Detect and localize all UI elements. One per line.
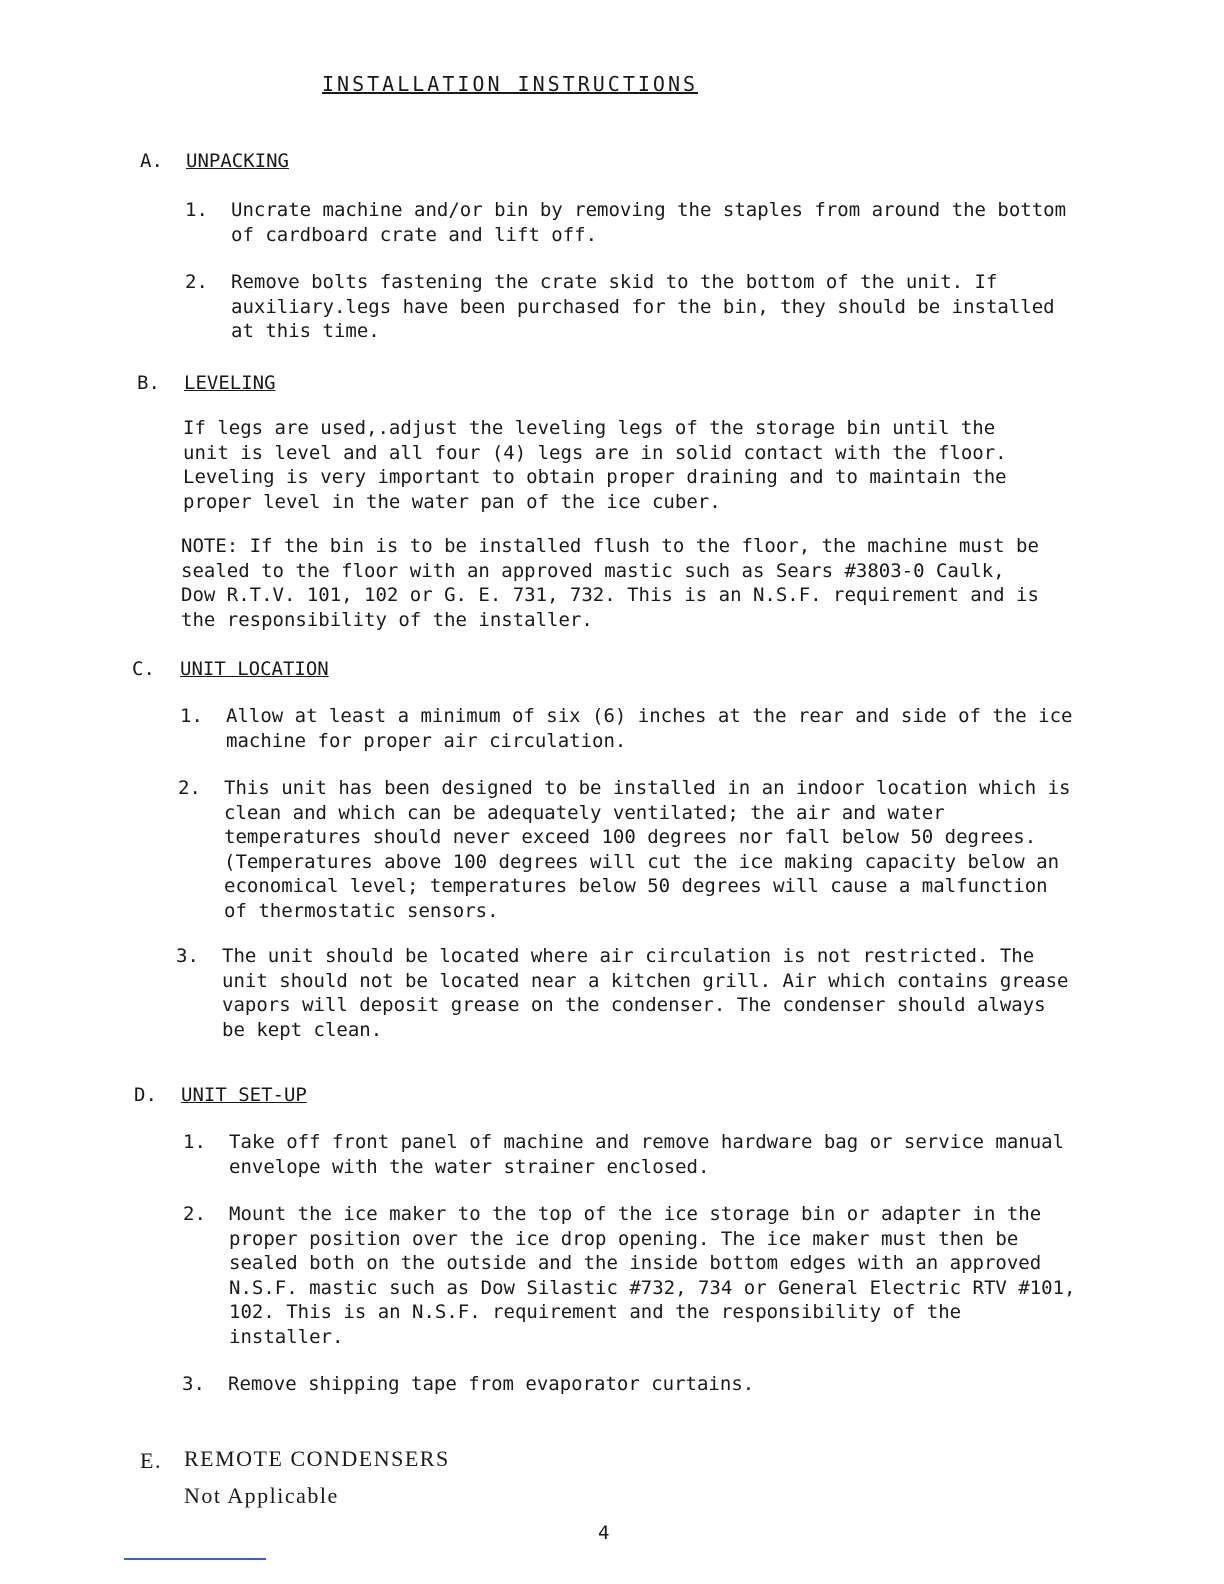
section-title: UNIT SET-UP	[181, 1084, 307, 1106]
section-letter: E.	[140, 1448, 162, 1473]
paragraph: Not Applicable	[184, 1483, 339, 1508]
paragraph: If legs are used,.adjust the leveling legs of the storage bin until the unit is level and all four (4) legs are in solid contact with the floor. Leveling is very important to obtain proper draining and to maintain the proper level in the water pan of the ice cuber.	[183, 417, 1007, 513]
item-number: 1.	[185, 199, 208, 221]
section-title: LEVELING	[184, 372, 276, 394]
item-text: The unit should be located where air circulation is not restricted. The unit should not be located near a kitchen grill. Air which contains grease vapors will deposit grease on the condenser. The condenser should always be kept clean.	[222, 945, 1069, 1041]
item-number: 2.	[185, 271, 208, 293]
note-paragraph: NOTE: If the bin is to be installed flush to the floor, the machine must be sealed to the floor with an approved mastic such as Sears #3803-0 Caulk, Dow R.T.V. 101, 102 or G. E. 731, 732. This is an N.S.F. requirement and is the responsibility of the installer.	[181, 535, 1039, 631]
section-title: REMOTE CONDENSERS	[184, 1446, 450, 1471]
section-title: UNIT LOCATION	[180, 658, 329, 680]
list-item	[183, 1130, 1079, 1179]
item-number: 3.	[176, 945, 199, 967]
section-letter: B.	[137, 372, 160, 394]
list-item	[176, 944, 1072, 1042]
list-item	[180, 704, 1076, 753]
page-title: INSTALLATION INSTRUCTIONS	[322, 72, 699, 96]
item-number: 1.	[180, 705, 203, 727]
item-text: Uncrate machine and/or bin by removing the staples from around the bottom of cardboard crate and lift off.	[231, 199, 1067, 246]
item-number: 1.	[183, 1131, 206, 1153]
list-item	[183, 1202, 1079, 1349]
item-number: 2.	[178, 777, 201, 799]
list-item	[178, 776, 1074, 923]
list-item	[185, 270, 1081, 344]
item-text: Allow at least a minimum of six (6) inches at the rear and side of the ice machine for proper air circulation.	[226, 705, 1073, 752]
item-text: This unit has been designed to be installed in an indoor location which is clean and which can be adequately ventilated; the air and water temperatures should never exceed 100 degrees nor fall below 50 degrees. (Temperatures above 100 degrees will cut the ice making capacity below an economical level; temperatures below 50 degrees will cause a malfunction of thermostatic sensors.	[224, 777, 1071, 922]
section-letter: D.	[134, 1084, 157, 1106]
section-letter: C.	[132, 658, 155, 680]
section-letter: A.	[140, 150, 163, 172]
item-number: 3.	[182, 1373, 205, 1395]
list-item	[185, 198, 1081, 247]
item-text: Take off front panel of machine and remove hardware bag or service manual envelope with the water strainer enclosed.	[229, 1131, 1065, 1178]
section-title: UNPACKING	[186, 150, 289, 172]
item-text: Remove shipping tape from evaporator curtains.	[228, 1373, 755, 1395]
item-text: Remove bolts fastening the crate skid to the bottom of the unit. If auxiliary.legs have been purchased for the bin, they should be installed at this time.	[231, 271, 1055, 342]
footer-rule	[124, 1558, 266, 1560]
item-text: Mount the ice maker to the top of the ice storage bin or adapter in the proper position over the ice drop opening. The ice maker must then be sealed both on the outside and the inside bottom edges with an approved N.S.F. mastic such as Dow Silastic #732, 734 or General Electric RTV #101, 102. This is an N.S.F. requirement and the responsibility of the installer.	[229, 1203, 1076, 1348]
list-item	[182, 1372, 1078, 1397]
item-number: 2.	[183, 1203, 206, 1225]
page-number: 4	[598, 1522, 610, 1544]
